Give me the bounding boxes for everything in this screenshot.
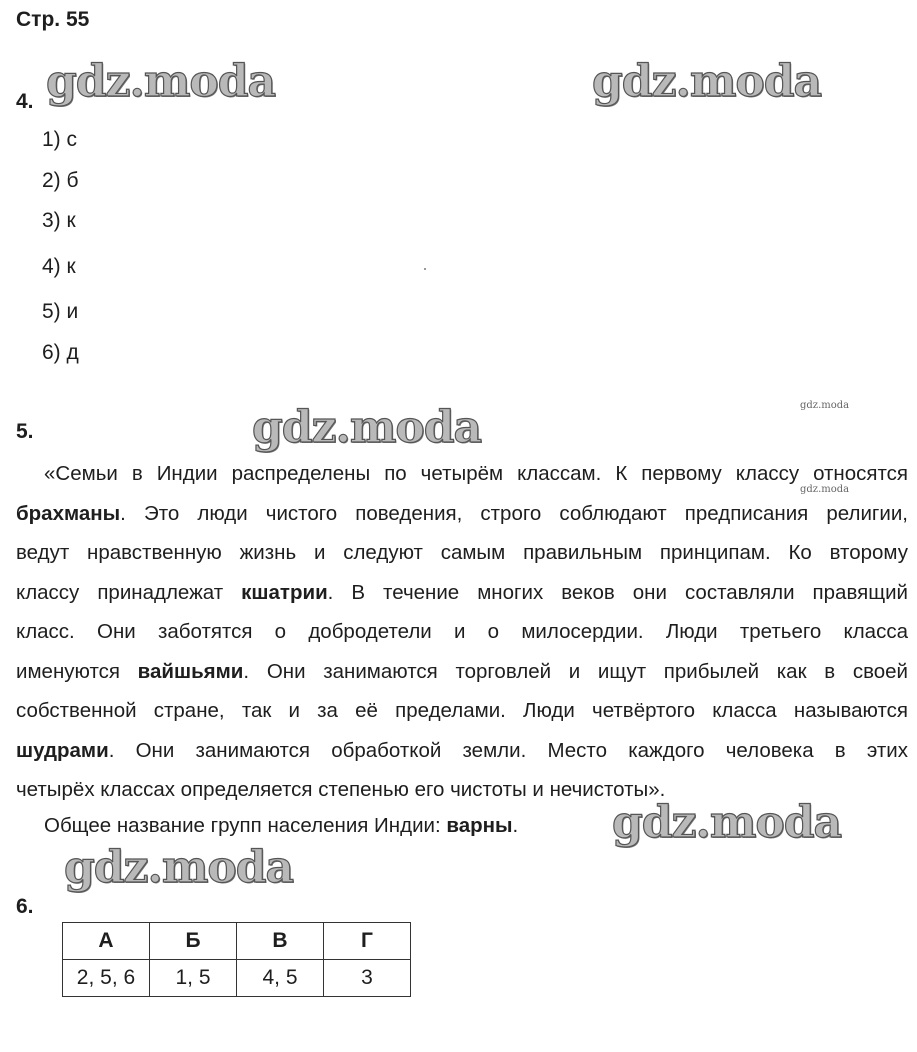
table-cell: 3: [324, 960, 411, 997]
table-header-cell: Б: [150, 923, 237, 960]
answer-item: 4) к: [42, 255, 76, 278]
text-run: четырёх классах определяется степенью его чистоты и нечистоты».: [16, 778, 666, 801]
answer-item: 6) д: [42, 341, 79, 364]
text-run: . Они занимаются торговлей и ищут прибылей как в своей: [243, 659, 908, 683]
answer-item: 3) к: [42, 209, 76, 232]
paragraph-line: [16, 494, 908, 534]
paragraph-line: [16, 454, 908, 494]
summary-label: Общее название групп населения Индии:: [44, 814, 447, 837]
watermark-logo: gdz.moda: [46, 56, 276, 107]
bold-term: кшатрии: [241, 580, 328, 604]
task-number-6: 6.: [16, 895, 34, 918]
summary-line: [44, 814, 518, 838]
text-run: . Это люди чистого поведения, строго соблюдают предписания религии,: [120, 501, 908, 525]
bold-term: брахманы: [16, 501, 121, 525]
summary-answer: варны: [446, 814, 513, 837]
watermark-logo: gdz.moda: [592, 56, 822, 107]
summary-end: .: [512, 814, 519, 837]
table-header-cell: В: [237, 923, 324, 960]
text-run: классу принадлежат: [16, 580, 242, 604]
watermark-logo: gdz.moda: [252, 402, 482, 453]
table-header-cell: Г: [324, 923, 411, 960]
text-run: именуются: [16, 659, 138, 683]
text-run: . Они занимаются обработкой земли. Место каждого человека в этих: [108, 738, 908, 762]
watermark-small: gdz.moda: [800, 400, 850, 411]
paragraph-line: [16, 573, 908, 613]
watermark-small: gdz.moda: [800, 484, 850, 495]
paragraph-line: [16, 612, 908, 652]
text-run: ведут нравственную жизнь и следуют самым правильным принципам. Ко второму: [16, 541, 908, 564]
table-header-cell: А: [63, 923, 150, 960]
bold-term: шудрами: [16, 738, 109, 762]
paragraph-line: [16, 770, 908, 810]
paragraph-line: [16, 652, 908, 692]
task-number-5: 5.: [16, 420, 34, 443]
answer-item: 5) и: [42, 300, 79, 323]
table-header-row: [63, 923, 411, 960]
speck: [424, 268, 426, 270]
table-cell: 1, 5: [150, 960, 237, 997]
answer-item: 2) б: [42, 169, 79, 192]
text-run: . В течение многих веков они составляли правящий: [327, 580, 908, 604]
paragraph-line: [16, 691, 908, 731]
bold-term: вайшьями: [137, 659, 244, 683]
answer-item: 1) с: [42, 128, 78, 151]
paragraph-line: [16, 533, 908, 573]
table-cell: 4, 5: [237, 960, 324, 997]
paragraph-line: [16, 731, 908, 771]
text-run: собственной стране, так и за её пределами. Люди четвёртого класса называются: [16, 699, 908, 722]
watermark-logo: gdz.moda: [612, 797, 842, 848]
text-run: класс. Они заботятся о добродетели и о милосердии. Люди третьего класса: [16, 620, 908, 643]
task-number-4: 4.: [16, 90, 34, 113]
watermark-logo: gdz.moda: [64, 842, 294, 893]
answer-table-wrap: [62, 922, 411, 997]
quote-paragraph: [16, 454, 908, 810]
text-run: «Семьи в Индии распределены по четырём классам. К первому классу относятся: [44, 462, 908, 485]
page-title: Стр. 55: [16, 8, 90, 31]
answer-table: [62, 922, 411, 997]
table-row: [63, 960, 411, 997]
table-cell: 2, 5, 6: [63, 960, 150, 997]
